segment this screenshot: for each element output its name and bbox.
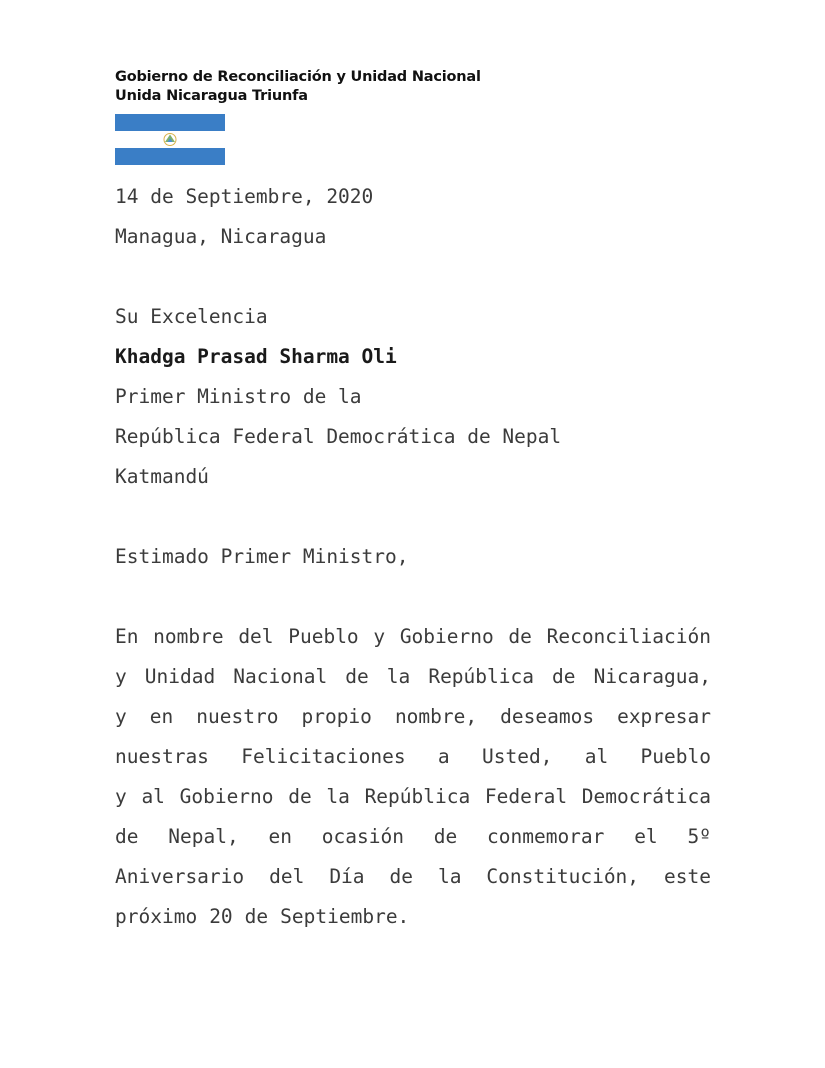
paragraph-word: de	[389, 865, 413, 888]
paragraph-word: Felicitaciones	[241, 745, 406, 768]
paragraph-word: Constitución,	[486, 865, 640, 888]
paragraph-word: expresar	[617, 705, 711, 728]
paragraph-line	[115, 657, 711, 697]
paragraph-word: Federal	[484, 785, 568, 808]
paragraph-word: propio	[301, 705, 372, 728]
paragraph-word: y	[115, 785, 127, 808]
paragraph-word: de	[244, 905, 269, 928]
paragraph-word: la	[326, 785, 350, 808]
paragraph-word: de	[433, 825, 458, 848]
paragraph-word: conmemorar	[487, 825, 605, 848]
letter-paragraph	[115, 617, 711, 937]
paragraph-word: nuestro	[196, 705, 279, 728]
nicaragua-flag-icon	[115, 114, 225, 165]
paragraph-word: Pueblo	[640, 745, 711, 768]
paragraph-line	[115, 737, 711, 777]
paragraph-word: 5º	[687, 825, 711, 848]
recipient-honorific: Su Excelencia	[115, 305, 268, 328]
paragraph-word: a	[437, 745, 450, 768]
salutation	[115, 537, 409, 577]
paragraph-word: Nicaragua,	[593, 665, 711, 688]
paragraph-line	[115, 697, 711, 737]
paragraph-word: Nepal,	[168, 825, 239, 848]
paragraph-word: Pueblo	[288, 625, 359, 648]
paragraph-word: al	[584, 745, 609, 768]
paragraph-word: 20	[209, 905, 233, 928]
paragraph-word: Unidad	[144, 665, 216, 688]
paragraph-word: y	[373, 625, 386, 648]
paragraph-word: al	[141, 785, 165, 808]
salutation-text: Estimado Primer Ministro,	[115, 545, 409, 568]
recipient-name: Khadga Prasad Sharma Oli	[115, 345, 397, 368]
recipient-title-line2: República Federal Democrática de Nepal	[115, 425, 562, 448]
date-block	[115, 177, 373, 257]
paragraph-word: Día	[329, 865, 365, 888]
paragraph-word: este	[664, 865, 711, 888]
paragraph-line	[115, 777, 711, 817]
recipient-city: Katmandú	[115, 465, 209, 488]
paragraph-word: Democrática	[581, 785, 711, 808]
paragraph-line	[115, 857, 711, 897]
recipient-block	[115, 297, 561, 497]
paragraph-word: el	[634, 825, 658, 848]
paragraph-word: República	[364, 785, 471, 808]
paragraph-word: nuestras	[115, 745, 209, 768]
paragraph-word: y	[115, 665, 127, 688]
paragraph-word: Septiembre.	[280, 905, 410, 928]
recipient-title-line1: Primer Ministro de la	[115, 385, 362, 408]
paragraph-word: de	[115, 825, 139, 848]
paragraph-word: República	[428, 665, 534, 688]
paragraph-word: Aniversario	[115, 865, 245, 888]
paragraph-word: nombre	[153, 625, 224, 648]
paragraph-word: En	[115, 625, 139, 648]
paragraph-word: Gobierno	[179, 785, 274, 808]
paragraph-word: del	[269, 865, 305, 888]
paragraph-word: y	[115, 705, 127, 728]
paragraph-word: Reconciliación	[546, 625, 711, 648]
paragraph-word: Nacional	[233, 665, 328, 688]
paragraph-word: Gobierno	[399, 625, 494, 648]
paragraph-word: la	[386, 665, 411, 688]
paragraph-line	[115, 617, 711, 657]
paragraph-word: en	[149, 705, 174, 728]
paragraph-word: Usted,	[481, 745, 553, 768]
paragraph-word: de	[288, 785, 312, 808]
paragraph-word: en	[268, 825, 292, 848]
date-line: 14 de Septiembre, 2020	[115, 185, 374, 208]
paragraph-word: deseamos	[500, 705, 595, 728]
paragraph-word: próximo	[115, 905, 198, 928]
letterhead-government-name: Gobierno de Reconciliación y Unidad Nacional	[115, 69, 481, 85]
paragraph-line	[115, 817, 711, 857]
paragraph-word: del	[238, 625, 274, 648]
paragraph-word: de	[552, 665, 576, 688]
paragraph-word: de	[345, 665, 369, 688]
letterhead-slogan: Unida Nicaragua Triunfa	[115, 88, 308, 104]
paragraph-word: de	[508, 625, 532, 648]
paragraph-word: ocasión	[321, 825, 404, 848]
letterhead	[115, 68, 481, 106]
paragraph-word: nombre,	[394, 705, 478, 728]
paragraph-word: la	[437, 865, 462, 888]
paragraph-line	[115, 897, 711, 937]
place-line: Managua, Nicaragua	[115, 225, 327, 248]
